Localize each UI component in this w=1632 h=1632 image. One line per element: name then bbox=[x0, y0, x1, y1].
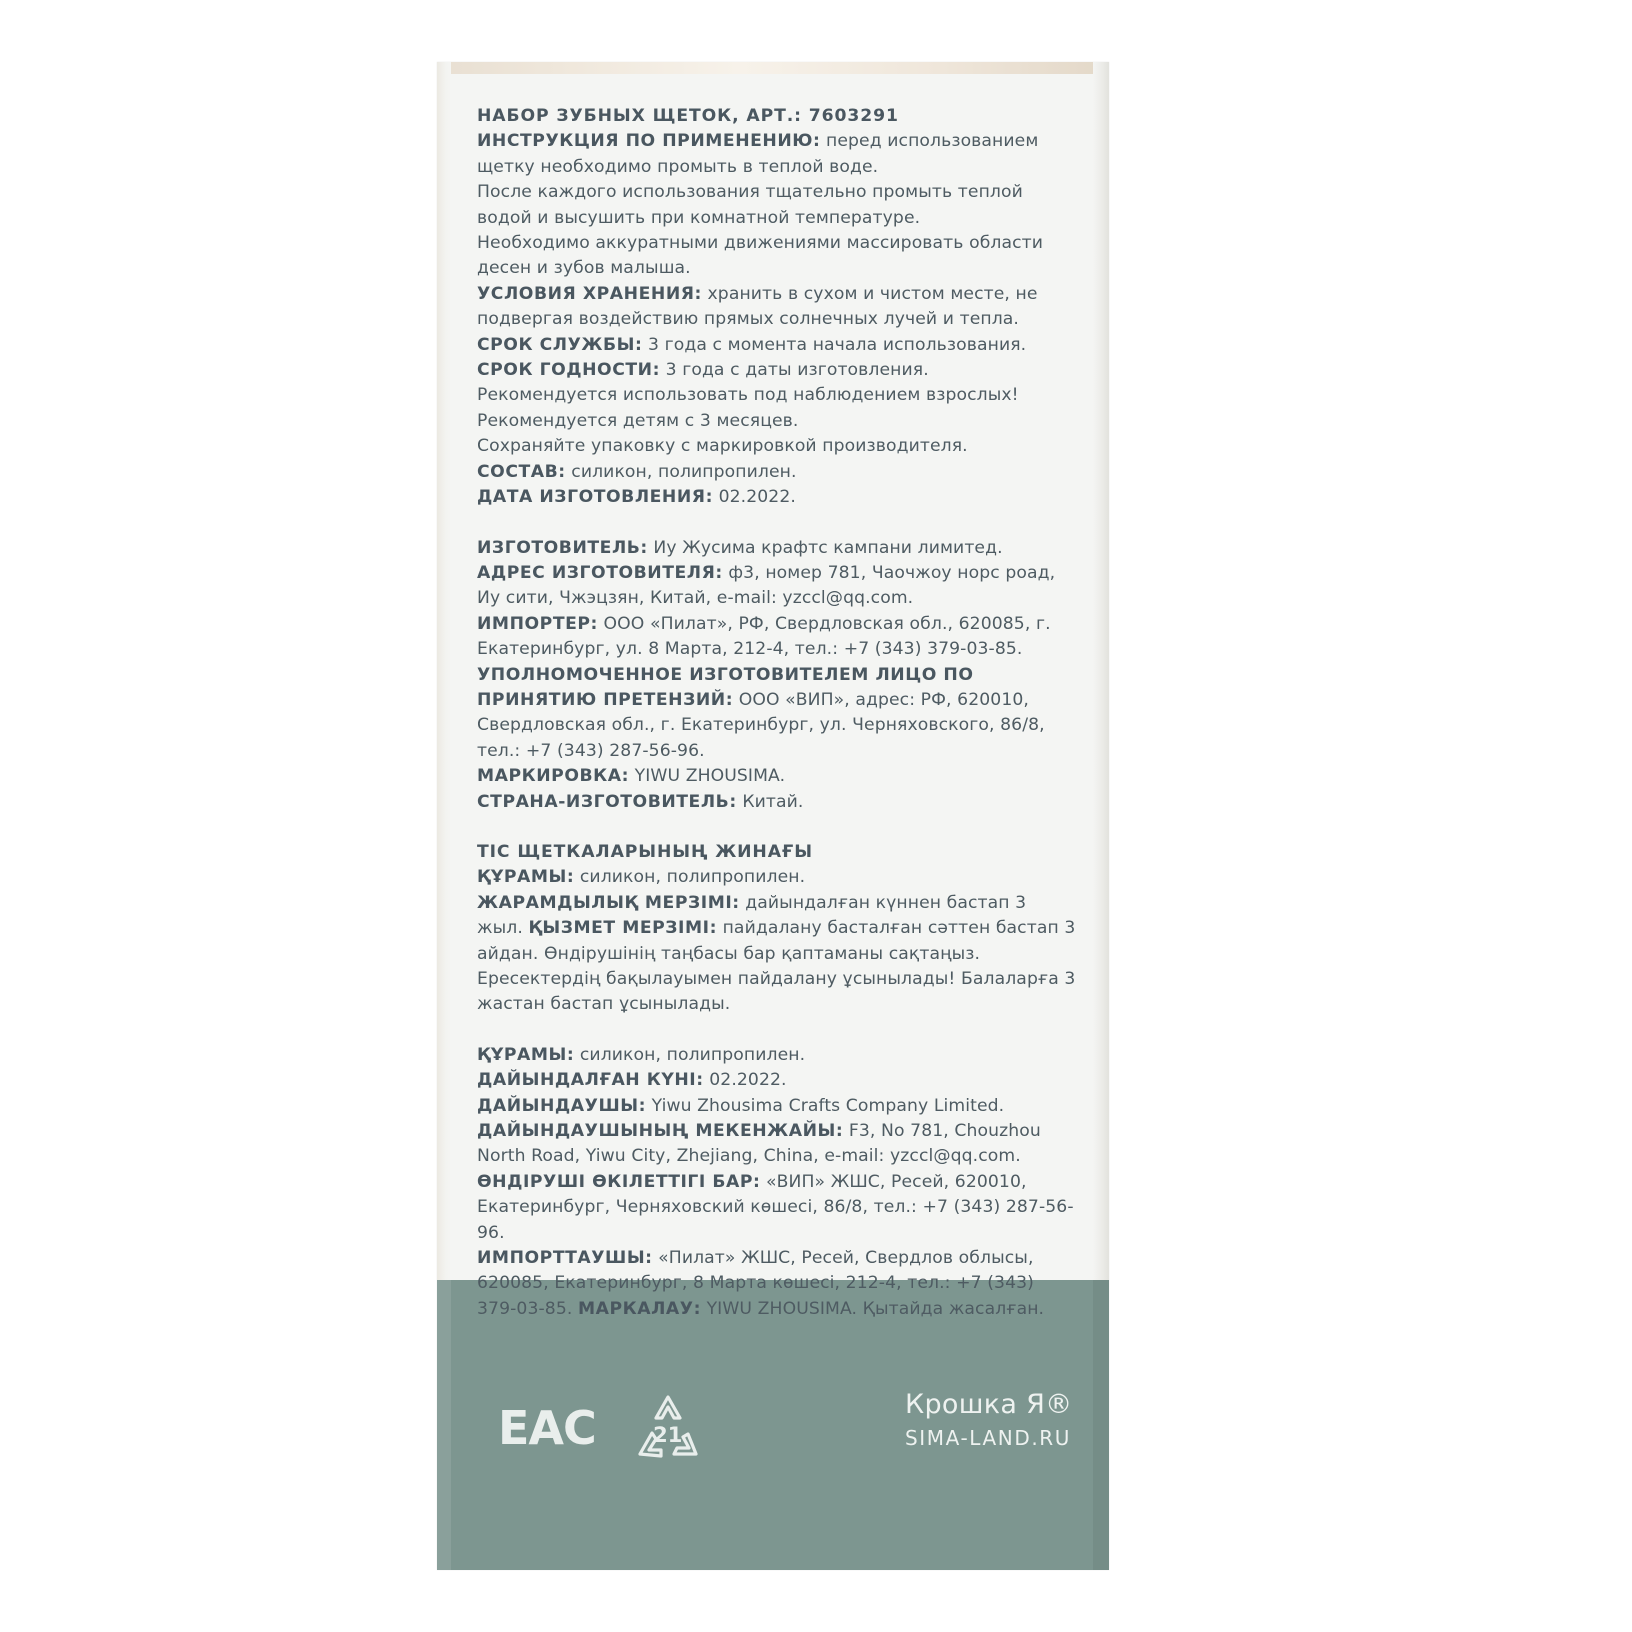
country-heading: СТРАНА-ИЗГОТОВИТЕЛЬ: bbox=[477, 791, 737, 812]
brand-block bbox=[905, 1388, 1072, 1452]
kazakh-address-heading: ДАЙЫНДАУШЫНЫҢ МЕКЕНЖАЙЫ: bbox=[477, 1121, 844, 1142]
shelf-life-heading: СРОК ГОДНОСТИ: bbox=[477, 360, 661, 381]
manufacturer-section bbox=[477, 536, 1077, 815]
country-body: Китай. bbox=[736, 791, 804, 812]
usage-line-1 bbox=[477, 129, 1077, 180]
country-line bbox=[477, 790, 1077, 815]
kazakh-service-life-body: пайдалану басталған сәттен бастап 3 айдан. Өндірушінің таңбасы бар қаптаманы сақтаңыз. Ересектердің бақылауымен пайдалану ұсынылады! Балаларға 3 жастан бастап ұсынылады. bbox=[477, 918, 1076, 1015]
kazakh-composition-body: силикон, полипропилен. bbox=[574, 867, 806, 888]
storage-body: хранить в сухом и чистом месте, не подвергая воздействию прямых солнечных лучей и тепла. bbox=[477, 283, 1038, 330]
authorized-person-body: ООО «ВИП», адрес: РФ, 620010, Свердловская обл., г. Екатеринбург, ул. Черняховского, 86/8, тел.: +7 (343) 287-56-96. bbox=[477, 689, 1045, 761]
supervision-note: Рекомендуется использовать под наблюдением взрослых! bbox=[477, 385, 1019, 406]
spacer-3 bbox=[477, 1018, 1077, 1043]
product-title-line bbox=[477, 104, 1077, 129]
usage-body: перед использованием щетку необходимо промыть в теплой воде. bbox=[477, 131, 1039, 177]
kazakh-title bbox=[477, 840, 1077, 865]
manufacturer-address-line bbox=[477, 561, 1077, 612]
usage-line-2: После каждого использования тщательно промыть теплой водой и высушить при комнатной температуре. bbox=[477, 182, 1023, 228]
importer-line bbox=[477, 612, 1077, 663]
kazakh-composition2-body: силикон, полипропилен. bbox=[574, 1044, 806, 1065]
product-title: НАБОР ЗУБНЫХ ЩЕТОК, АРТ.: 7603291 bbox=[477, 106, 899, 126]
kazakh-composition-heading: ҚҰРАМЫ: bbox=[477, 867, 575, 888]
composition-body: силикон, полипропилен. bbox=[565, 461, 797, 482]
kazakh-composition2-line bbox=[477, 1043, 1077, 1068]
kazakh-date-line bbox=[477, 1068, 1077, 1093]
eac-icon: EAC bbox=[498, 1401, 596, 1455]
manufacture-date-line bbox=[477, 485, 1077, 510]
shelf-life-body: 3 года с даты изготовления. bbox=[660, 360, 929, 381]
age-note: Рекомендуется детям с 3 месяцев. bbox=[477, 410, 799, 431]
kazakh-manufacturer-line bbox=[477, 1094, 1077, 1119]
kazakh-address-line bbox=[477, 1119, 1077, 1170]
kazakh-marking-body: YIWU ZHOUSIMA. Қытайда жасалған. bbox=[701, 1298, 1045, 1319]
manufacturer-address-heading: АДРЕС ИЗГОТОВИТЕЛЯ: bbox=[477, 562, 723, 583]
kazakh-section-2 bbox=[477, 1043, 1077, 1322]
kazakh-shelf-life-heading: ЖАРАМДЫЛЫҚ МЕРЗІМІ: bbox=[477, 892, 740, 913]
kazakh-address-body: F3, No 781, Chouzhou North Road, Yiwu City, Zhejiang, China, e-mail: yzccl@qq.com. bbox=[477, 1121, 1041, 1167]
marking-body: YIWU ZHOUSIMA. bbox=[629, 766, 786, 787]
kazakh-service-life-heading: ҚЫЗМЕТ МЕРЗІМІ: bbox=[528, 918, 718, 939]
service-life-line bbox=[477, 333, 1077, 358]
kazakh-date-heading: ДАЙЫНДАЛҒАН КҮНІ: bbox=[477, 1070, 704, 1091]
manufacturer-heading: ИЗГОТОВИТЕЛЬ: bbox=[477, 537, 648, 558]
spacer-2 bbox=[477, 815, 1077, 840]
recycle-code: 21 bbox=[653, 1423, 683, 1447]
keep-packaging-note: Сохраняйте упаковку с маркировкой производителя. bbox=[477, 436, 968, 457]
kazakh-manufacturer-heading: ДАЙЫНДАУШЫ: bbox=[477, 1095, 647, 1116]
brand-name: Крошка Я® bbox=[905, 1389, 1073, 1420]
green-panel-left-edge bbox=[437, 1280, 451, 1570]
shelf-life-line bbox=[477, 358, 1077, 383]
marking-heading: МАРКИРОВКА: bbox=[477, 766, 630, 787]
manufacture-date-body: 02.2022. bbox=[713, 487, 796, 508]
authorized-person-line bbox=[477, 663, 1077, 765]
composition-line bbox=[477, 460, 1077, 485]
usage-section bbox=[477, 129, 1077, 510]
kazakh-title-text: ТІС ЩЕТКАЛАРЫНЫҢ ЖИНАҒЫ bbox=[477, 841, 813, 862]
kazakh-importer-line bbox=[477, 1246, 1077, 1322]
brand-website: SIMA-LAND.RU bbox=[905, 1426, 1072, 1450]
storage-heading: УСЛОВИЯ ХРАНЕНИЯ: bbox=[477, 283, 702, 304]
manufacture-date-heading: ДАТА ИЗГОТОВЛЕНИЯ: bbox=[477, 487, 714, 508]
kazakh-composition-line bbox=[477, 865, 1077, 890]
service-life-heading: СРОК СЛУЖБЫ: bbox=[477, 334, 643, 355]
kazakh-authorized-heading: ӨНДІРУШІ ӨКІЛЕТТІГІ БАР: bbox=[477, 1171, 761, 1192]
kazakh-composition2-heading: ҚҰРАМЫ: bbox=[477, 1044, 575, 1065]
importer-heading: ИМПОРТЕР: bbox=[477, 613, 598, 634]
manufacturer-body: Иу Жусима крафтс кампани лимитед. bbox=[647, 537, 1003, 558]
compliance-marks bbox=[498, 1392, 706, 1464]
manufacturer-line bbox=[477, 536, 1077, 561]
kazakh-date-body: 02.2022. bbox=[703, 1070, 787, 1091]
recycle-icon bbox=[630, 1392, 706, 1464]
package-top-edge bbox=[437, 62, 1109, 74]
kazakh-importer-body: «Пилат» ЖШС, Ресей, Свердлов облысы, 620085, Екатеринбург, 8 Марта көшесі, 212-4, тел.: +7 (343) 379-03-85. bbox=[477, 1248, 1034, 1319]
kazakh-authorized-body: «ВИП» ЖШС, Ресей, 620010, Екатеринбург, Черняховский көшесі, 86/8, тел.: +7 (343) 287-56-96. bbox=[477, 1171, 1074, 1243]
service-life-body: 3 года с момента начала использования. bbox=[642, 334, 1027, 355]
usage-line-3: Необходимо аккуратными движениями массировать области десен и зубов малыша. bbox=[477, 233, 1044, 279]
kazakh-section-1 bbox=[477, 840, 1077, 1018]
authorized-person-heading: УПОЛНОМОЧЕННОЕ ИЗГОТОВИТЕЛЕМ ЛИЦО ПО ПРИНЯТИЮ ПРЕТЕНЗИЙ: bbox=[477, 664, 974, 710]
importer-body: ООО «Пилат», РФ, Свердловская обл., 620085, г. Екатеринбург, ул. 8 Марта, 212-4, тел.: +7 (343) 379-03-85. bbox=[477, 613, 1051, 660]
kazakh-marking-heading: МАРКАЛАУ: bbox=[577, 1298, 701, 1319]
kazakh-shelf-life-line bbox=[477, 891, 1077, 1018]
manufacturer-address-body: ф3, номер 781, Чаочжоу норс роад, Иу сити, Чжэцзян, Китай, e-mail: yzccl@qq.com. bbox=[477, 562, 1056, 609]
kazakh-manufacturer-body: Yiwu Zhousima Crafts Company Limited. bbox=[646, 1095, 1005, 1116]
kazakh-importer-heading: ИМПОРТТАУШЫ: bbox=[477, 1248, 653, 1269]
spacer-1 bbox=[477, 511, 1077, 536]
marking-line bbox=[477, 764, 1077, 789]
storage-line bbox=[477, 282, 1077, 333]
usage-heading: ИНСТРУКЦИЯ ПО ПРИМЕНЕНИЮ: bbox=[477, 131, 821, 152]
composition-heading: СОСТАВ: bbox=[477, 461, 566, 482]
kazakh-authorized-line bbox=[477, 1170, 1077, 1246]
green-panel-right-edge bbox=[1093, 1280, 1109, 1570]
kazakh-shelf-life-body: дайындалған күннен бастап 3 жыл. bbox=[477, 892, 1027, 939]
package-label-text bbox=[477, 104, 1077, 1322]
